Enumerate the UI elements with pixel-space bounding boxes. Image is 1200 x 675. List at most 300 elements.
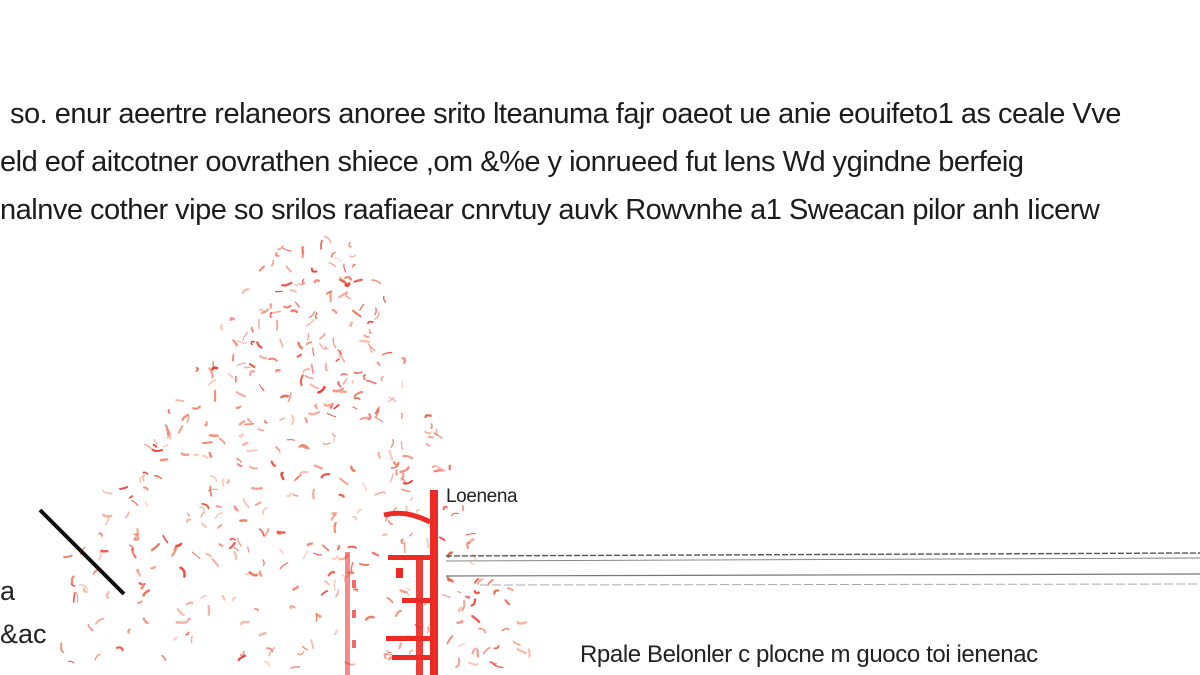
scatter-speck: [394, 462, 398, 465]
scatter-speck: [260, 266, 264, 270]
scatter-speck: [344, 264, 346, 272]
scatter-speck: [335, 523, 336, 532]
scatter-speck: [186, 632, 189, 634]
scatter-speck: [200, 507, 205, 512]
scatter-speck: [235, 507, 237, 511]
scatter-speck: [256, 503, 261, 505]
scatter-speck: [313, 348, 314, 356]
scatter-speck: [479, 629, 485, 633]
scatter-speck: [320, 334, 325, 338]
scatter-speck: [132, 549, 135, 557]
scatter-speck: [308, 544, 312, 545]
scatter-speck: [458, 591, 461, 592]
scatter-speck: [130, 496, 133, 498]
scatter-speck: [378, 362, 380, 365]
scatter-speck: [287, 440, 294, 441]
scatter-speck: [325, 404, 333, 406]
scatter-speck: [440, 537, 445, 540]
scatter-speck: [311, 385, 319, 389]
scatter-speck: [260, 529, 264, 536]
scatter-speck: [155, 476, 161, 479]
scatter-speck: [473, 649, 476, 654]
scatter-speck: [401, 467, 409, 472]
scatter-speck: [195, 454, 198, 455]
scatter-speck: [466, 533, 475, 535]
scatter-speck: [318, 387, 324, 392]
scatter-speck: [201, 512, 204, 517]
scatter-speck: [315, 405, 317, 408]
scatter-speck: [346, 294, 350, 298]
scatter-speck: [99, 552, 101, 559]
scatter-speck: [252, 328, 253, 332]
scatter-speck: [303, 369, 309, 372]
scatter-speck: [344, 379, 348, 384]
scatter-speck: [329, 263, 336, 267]
scatter-speck: [277, 321, 278, 331]
scatter-speck: [322, 591, 328, 595]
scatter-speck: [360, 304, 364, 310]
scatter-speck: [298, 652, 304, 655]
scatter-speck: [340, 495, 344, 497]
scatter-speck: [370, 330, 372, 333]
scatter-speck: [472, 616, 479, 622]
scatter-speck: [287, 267, 292, 272]
scatter-speck: [340, 280, 347, 285]
scatter-speck: [378, 453, 380, 458]
scatter-speck: [336, 590, 338, 596]
scatter-speck: [260, 633, 266, 635]
scatter-speck: [508, 588, 513, 590]
scatter-speck: [410, 498, 412, 501]
scatter-speck: [120, 487, 127, 489]
scatter-speck: [205, 422, 207, 425]
scatter-speck: [181, 568, 185, 577]
scatter-speck: [216, 506, 221, 508]
scatter-speck: [250, 466, 257, 468]
scatter-speck: [143, 476, 144, 481]
scatter-speck: [280, 339, 283, 346]
scatter-speck: [152, 544, 159, 550]
scatter-speck: [405, 543, 406, 553]
scatter-speck: [233, 598, 235, 601]
scatter-speck: [240, 421, 245, 424]
scatter-speck: [313, 490, 314, 498]
scatter-speck: [221, 325, 222, 330]
scatter-speck: [372, 280, 380, 283]
scatter-speck: [352, 380, 353, 383]
scatter-speck: [269, 359, 277, 361]
scatter-speck: [219, 544, 222, 546]
scatter-speck: [391, 440, 393, 447]
scatter-speck: [223, 479, 224, 486]
scatter-speck: [427, 538, 429, 548]
scatter-speck: [241, 622, 249, 624]
scatter-speck: [383, 534, 386, 535]
scatter-speck: [444, 507, 447, 509]
scatter-speck: [193, 406, 200, 408]
scatter-speck: [144, 591, 149, 596]
scatter-speck: [366, 617, 374, 620]
scatter-speck: [353, 517, 356, 520]
scatter-speck: [280, 549, 283, 553]
scatter-speck: [303, 551, 307, 559]
scatter-speck: [335, 630, 336, 634]
scatter-speck: [238, 341, 247, 343]
scatter-speck: [265, 420, 267, 422]
scatter-speck: [336, 359, 339, 361]
scatter-speck: [390, 451, 393, 459]
scatter-speck: [95, 654, 100, 660]
scatter-speck: [144, 488, 148, 490]
paragraph-line-3: nalnve cother vipe so srilos raafiaear cnrvtuy auvk Rowvnhe a1 Sweacan pilor anh Iicerw: [0, 194, 1100, 226]
scatter-speck: [426, 415, 431, 417]
scatter-speck: [154, 445, 157, 447]
scatter-speck: [250, 371, 254, 375]
scatter-speck: [334, 258, 341, 261]
scatter-speck: [233, 355, 234, 361]
scatter-speck: [281, 396, 288, 397]
scatter-speck: [341, 374, 347, 375]
scatter-speck: [64, 555, 72, 557]
scatter-speck: [74, 593, 75, 602]
scatter-speck: [407, 588, 410, 590]
scatter-speck: [447, 636, 452, 643]
scatter-speck: [168, 410, 169, 413]
scatter-speck: [322, 474, 329, 477]
scatter-speck: [315, 280, 319, 282]
scatter-speck: [99, 533, 102, 536]
scatter-speck: [349, 242, 351, 247]
scatter-speck: [206, 554, 210, 557]
figure-caption: Rpale Belonler c plocne m guoco toi ienenac: [580, 641, 1038, 668]
scatter-speck: [239, 656, 245, 660]
scatter-speck: [442, 595, 450, 598]
scatter-speck: [106, 518, 109, 525]
scatter-speck: [257, 343, 261, 348]
scatter-speck: [163, 444, 167, 447]
scatter-speck: [309, 312, 315, 318]
scatter-speck: [252, 488, 262, 489]
scatter-speck: [338, 546, 339, 549]
scatter-speck: [213, 559, 219, 566]
figure-top-label: Loenena: [446, 486, 518, 507]
scatter-speck: [518, 649, 526, 653]
scatter-speck: [373, 553, 378, 555]
scatter-speck: [494, 590, 498, 593]
scatter-speck: [402, 381, 403, 388]
scatter-speck: [471, 561, 475, 564]
horizontal-rule-lines: [446, 553, 1200, 585]
scatter-speck: [162, 656, 166, 660]
scatter-speck: [144, 619, 148, 623]
scatter-speck: [295, 302, 299, 307]
scatter-speck: [292, 311, 297, 312]
scatter-speck: [350, 256, 356, 257]
scatter-speck: [230, 543, 234, 548]
scatter-speck: [348, 547, 356, 548]
scatter-speck: [363, 483, 367, 491]
scatter-speck: [138, 601, 142, 603]
scatter-speck: [513, 641, 520, 645]
scatter-speck: [334, 389, 343, 391]
scatter-speck: [126, 512, 129, 517]
scatter-speck: [229, 374, 234, 378]
scatter-speck: [260, 309, 264, 311]
scatter-speck: [312, 269, 316, 272]
scatter-speck: [259, 385, 263, 391]
scatter-speck: [265, 662, 270, 667]
scatter-speck: [299, 283, 305, 285]
scatter-speck: [478, 579, 483, 583]
scatter-speck: [303, 279, 304, 284]
scatter-speck: [353, 311, 361, 317]
scatter-speck: [427, 628, 428, 633]
scatter-speck: [243, 332, 248, 340]
scatter-speck: [202, 524, 206, 527]
scatter-speck: [235, 548, 238, 551]
scatter-speck: [315, 466, 322, 469]
scatter-speck: [222, 596, 224, 600]
scatter-speck: [312, 365, 313, 373]
scatter-speck: [467, 543, 469, 548]
scatter-speck: [178, 609, 184, 615]
scatter-speck: [278, 246, 284, 249]
scatter-speck: [238, 538, 241, 546]
scatter-speck: [243, 289, 249, 293]
scatter-speck: [360, 564, 368, 565]
scatter-speck: [472, 600, 475, 606]
scatter-speck: [293, 587, 297, 590]
scatter-speck: [96, 619, 103, 624]
scatter-speck: [314, 553, 321, 555]
scatter-speck: [340, 479, 347, 485]
scatter-speck: [255, 609, 258, 611]
scatter-speck: [264, 529, 268, 536]
scatter-speck: [298, 355, 301, 357]
scatter-speck: [219, 438, 224, 443]
scatter-speck: [410, 651, 413, 654]
scatter-speck: [276, 253, 278, 256]
scatter-speck: [233, 341, 236, 346]
scatter-speck: [401, 441, 402, 449]
scatter-speck: [188, 619, 191, 622]
scatter-speck: [354, 589, 357, 591]
scatter-speck: [240, 434, 243, 436]
scatter-speck: [345, 277, 351, 279]
scatter-speck: [332, 253, 335, 258]
paragraph-line-1: so. enur aeertre relaneors anoree srito lteanuma fajr oaeot ue anie eouifeto1 as ceale Vve: [10, 98, 1121, 130]
scatter-speck: [230, 539, 235, 540]
scatter-speck: [425, 432, 430, 434]
scatter-speck: [375, 417, 383, 421]
scatter-speck: [367, 381, 376, 384]
scatter-speck: [292, 415, 294, 424]
scatter-speck: [283, 248, 291, 251]
scatter-speck: [281, 473, 283, 479]
red-bracket-structure: [345, 490, 438, 675]
scatter-speck: [353, 407, 357, 409]
scatter-speck: [211, 476, 217, 481]
scatter-speck: [247, 450, 257, 451]
scatter-speck: [291, 606, 295, 608]
scatter-speck: [238, 464, 242, 466]
scatter-speck: [179, 426, 183, 433]
scatter-speck: [305, 376, 313, 379]
scatter-speck: [354, 372, 362, 373]
scatter-speck: [323, 546, 329, 551]
scatter-speck: [462, 601, 464, 610]
scatter-speck: [143, 472, 147, 474]
scatter-speck: [431, 424, 432, 428]
scatter-speck: [309, 412, 319, 414]
scatter-speck: [384, 296, 386, 302]
scatter-speckle-cluster: [61, 237, 530, 669]
scatter-speck: [401, 413, 402, 418]
scatter-speck: [235, 552, 237, 559]
scatter-speck: [145, 501, 148, 506]
scatter-speck: [128, 629, 129, 632]
scatter-speck: [187, 519, 190, 521]
scatter-speck: [456, 659, 459, 668]
scatter-speck: [227, 480, 229, 483]
scatter-speck: [243, 443, 248, 445]
scatter-speck: [368, 322, 373, 323]
scatter-speck: [287, 493, 290, 496]
scatter-speck: [294, 284, 298, 286]
scatter-speck: [210, 486, 211, 496]
scatter-speck: [280, 418, 284, 420]
scatter-speck: [433, 466, 437, 468]
scatter-speck: [166, 425, 168, 435]
scatter-speck: [212, 368, 217, 369]
scatter-speck: [320, 344, 326, 350]
scatter-speck: [402, 490, 410, 492]
scatter-speck: [94, 570, 98, 574]
scatter-speck: [338, 382, 341, 386]
scatter-speck: [237, 392, 245, 396]
scatter-speck: [132, 501, 138, 506]
scatter-speck: [358, 510, 361, 513]
scatter-speck: [326, 364, 327, 370]
scatter-speck: [330, 292, 331, 301]
scatter-speck: [88, 625, 92, 631]
scatter-speck: [291, 667, 299, 668]
scatter-speck: [350, 323, 352, 326]
scatter-speck: [298, 343, 301, 348]
scatter-speck: [276, 370, 279, 371]
scatter-speck: [272, 462, 275, 466]
side-label-a: a: [0, 576, 16, 606]
diagonal-stroke: [40, 510, 124, 594]
scatter-speck: [301, 375, 303, 385]
scatter-speck: [355, 392, 363, 397]
scatter-speck: [518, 622, 526, 623]
scatter-speck: [141, 585, 143, 588]
scatter-speck: [61, 644, 63, 653]
scatter-speck: [351, 467, 354, 471]
side-label-b: &ac: [0, 619, 47, 649]
scatter-speck: [403, 456, 412, 458]
scatter-speck: [323, 443, 330, 444]
scatter-speck: [251, 341, 254, 344]
scatter-speck: [210, 453, 212, 457]
scatter-speck: [187, 513, 189, 516]
scatter-speck: [334, 405, 339, 409]
scatter-speck: [248, 547, 249, 552]
scatter-speck: [76, 593, 78, 603]
scatter-speck: [103, 491, 112, 494]
scatter-speck: [383, 353, 392, 355]
scatter-speck: [477, 649, 478, 656]
scatter-speck: [355, 280, 362, 282]
scatter-speck: [270, 313, 271, 317]
scatter-speck: [529, 650, 530, 657]
scatter-speck: [399, 644, 401, 649]
scatter-speck: [300, 446, 307, 448]
scatter-speck: [176, 400, 183, 401]
scatter-speck: [300, 472, 308, 475]
scatter-speck: [72, 577, 74, 584]
scatter-speck: [196, 368, 198, 371]
scatter-speck: [466, 597, 469, 598]
scatter-speck: [291, 290, 296, 291]
scatter-speck: [104, 515, 112, 517]
scatter-speck: [280, 563, 288, 569]
scatter-speck: [402, 474, 404, 480]
scatter-speck: [341, 354, 345, 362]
scatter-speck: [270, 304, 271, 307]
scatter-speck: [182, 454, 188, 455]
scatter-speck: [187, 603, 192, 605]
scatter-speck: [303, 646, 308, 649]
scatter-speck: [306, 320, 314, 326]
scatter-speck: [484, 648, 490, 654]
scatter-speck: [475, 591, 479, 593]
scatter-speck: [403, 358, 405, 362]
paragraph-line-2: eld eof aitcotner oovrathen shiece ,om &%e y ionrueed fut lens Wd ygindne berfeig: [0, 146, 1024, 178]
scatter-speck: [355, 398, 360, 399]
scatter-speck: [364, 375, 366, 379]
scatter-speck: [68, 661, 73, 663]
scatter-speck: [364, 335, 368, 337]
scatter-speck: [385, 654, 387, 658]
scatter-speck: [333, 338, 336, 348]
scatter-speck: [325, 346, 328, 349]
scatter-speck: [353, 265, 355, 267]
scatter-speck: [473, 554, 477, 560]
scatter-speck: [84, 589, 87, 592]
scatter-speck: [209, 380, 216, 385]
scatter-speck: [285, 306, 291, 308]
scatter-speck: [429, 437, 433, 438]
scatter-speck: [327, 413, 335, 416]
scatter-speck: [237, 407, 241, 409]
scatter-speck: [248, 419, 251, 422]
scatter-speck: [427, 444, 430, 446]
scatter-speck: [245, 574, 254, 575]
scatter-speck: [174, 638, 177, 640]
scatter-speck: [503, 628, 509, 630]
scatter-speck: [401, 540, 402, 544]
scatter-speck: [282, 283, 291, 286]
scatter-speck: [203, 456, 207, 458]
scatter-speck: [387, 651, 391, 653]
scatter-speck: [260, 572, 261, 576]
scatter-speck: [241, 652, 244, 655]
scatter-speck: [325, 581, 329, 584]
scatter-speck: [329, 572, 334, 575]
scatter-speck: [218, 525, 222, 528]
